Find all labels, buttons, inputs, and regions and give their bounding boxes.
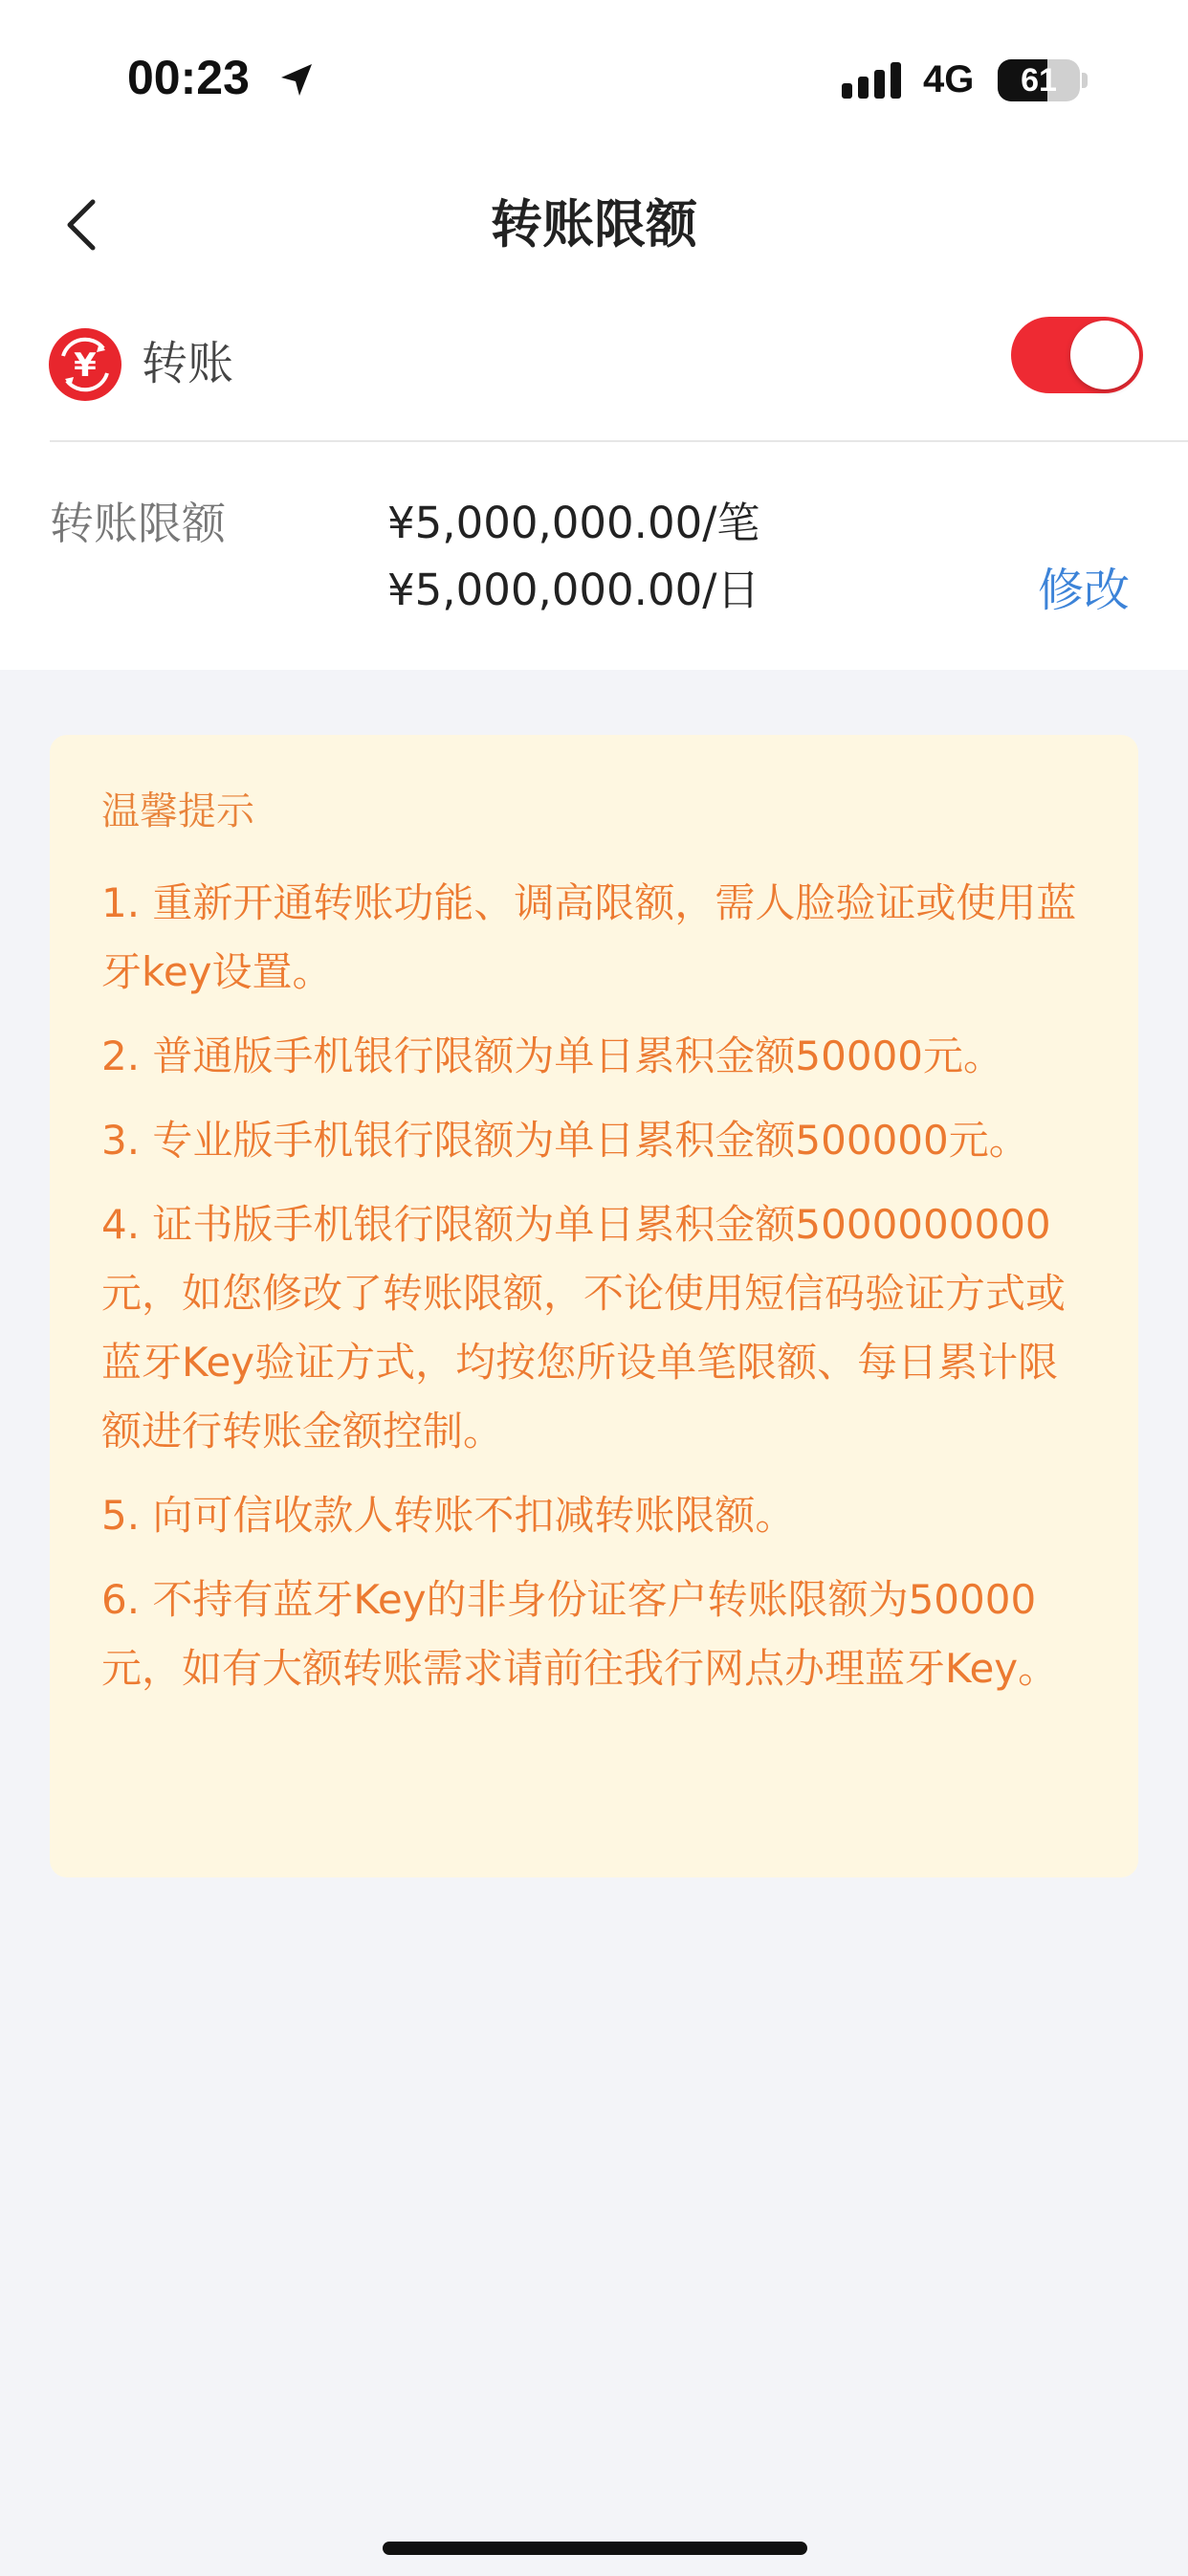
battery-level: 61 <box>1021 62 1057 99</box>
battery-nub <box>1082 73 1088 88</box>
chevron-left-icon <box>62 196 100 254</box>
limit-per-day: ¥5,000,000.00/日 <box>387 565 760 615</box>
network-type: 4G <box>923 58 975 100</box>
tip-item: 6. 不持有蓝牙Key的非身份证客户转账限额为50000元，如有大额转账需求请前往我行网点办理蓝牙Key。 <box>101 1576 1059 1692</box>
tips-list <box>101 869 1091 1719</box>
tip-item: 4. 证书版手机银行限额为单日累积金额5000000000元，如您修改了转账限额，不论使用短信码验证方式或蓝牙Key验证方式，均按您所设单笔限额、每日累计限额进行转账金额控制。 <box>101 1201 1067 1455</box>
divider <box>50 440 1188 442</box>
status-bar <box>0 0 1188 163</box>
status-time: 00:23 <box>127 51 250 104</box>
tips-card <box>50 735 1138 1877</box>
tip-item: 5. 向可信收款人转账不扣减转账限额。 <box>101 1492 796 1539</box>
limit-label: 转账限额 <box>50 498 226 549</box>
page-title: 转账限额 <box>491 194 697 255</box>
tip-item: 3. 专业版手机银行限额为单日累积金额500000元。 <box>101 1117 1029 1164</box>
back-button[interactable] <box>48 182 115 268</box>
transfer-label: 转账 <box>142 337 234 390</box>
tip-item: 2. 普通版手机银行限额为单日累积金额50000元。 <box>101 1033 1004 1079</box>
limit-per-transaction: ¥5,000,000.00/笔 <box>387 498 760 548</box>
tip-item: 1. 重新开通转账功能、调高限额，需人脸验证或使用蓝牙key设置。 <box>101 879 1077 995</box>
svg-text:¥: ¥ <box>74 346 97 385</box>
battery-icon <box>998 59 1080 101</box>
yuan-transfer-icon <box>48 327 122 402</box>
home-indicator[interactable] <box>383 2542 807 2555</box>
modify-button[interactable]: 修改 <box>1038 564 1131 617</box>
toggle-knob <box>1070 321 1139 389</box>
tips-title: 温馨提示 <box>101 789 254 833</box>
location-arrow-icon <box>277 61 316 100</box>
signal-icon <box>842 62 905 100</box>
transfer-toggle[interactable] <box>1011 317 1143 393</box>
